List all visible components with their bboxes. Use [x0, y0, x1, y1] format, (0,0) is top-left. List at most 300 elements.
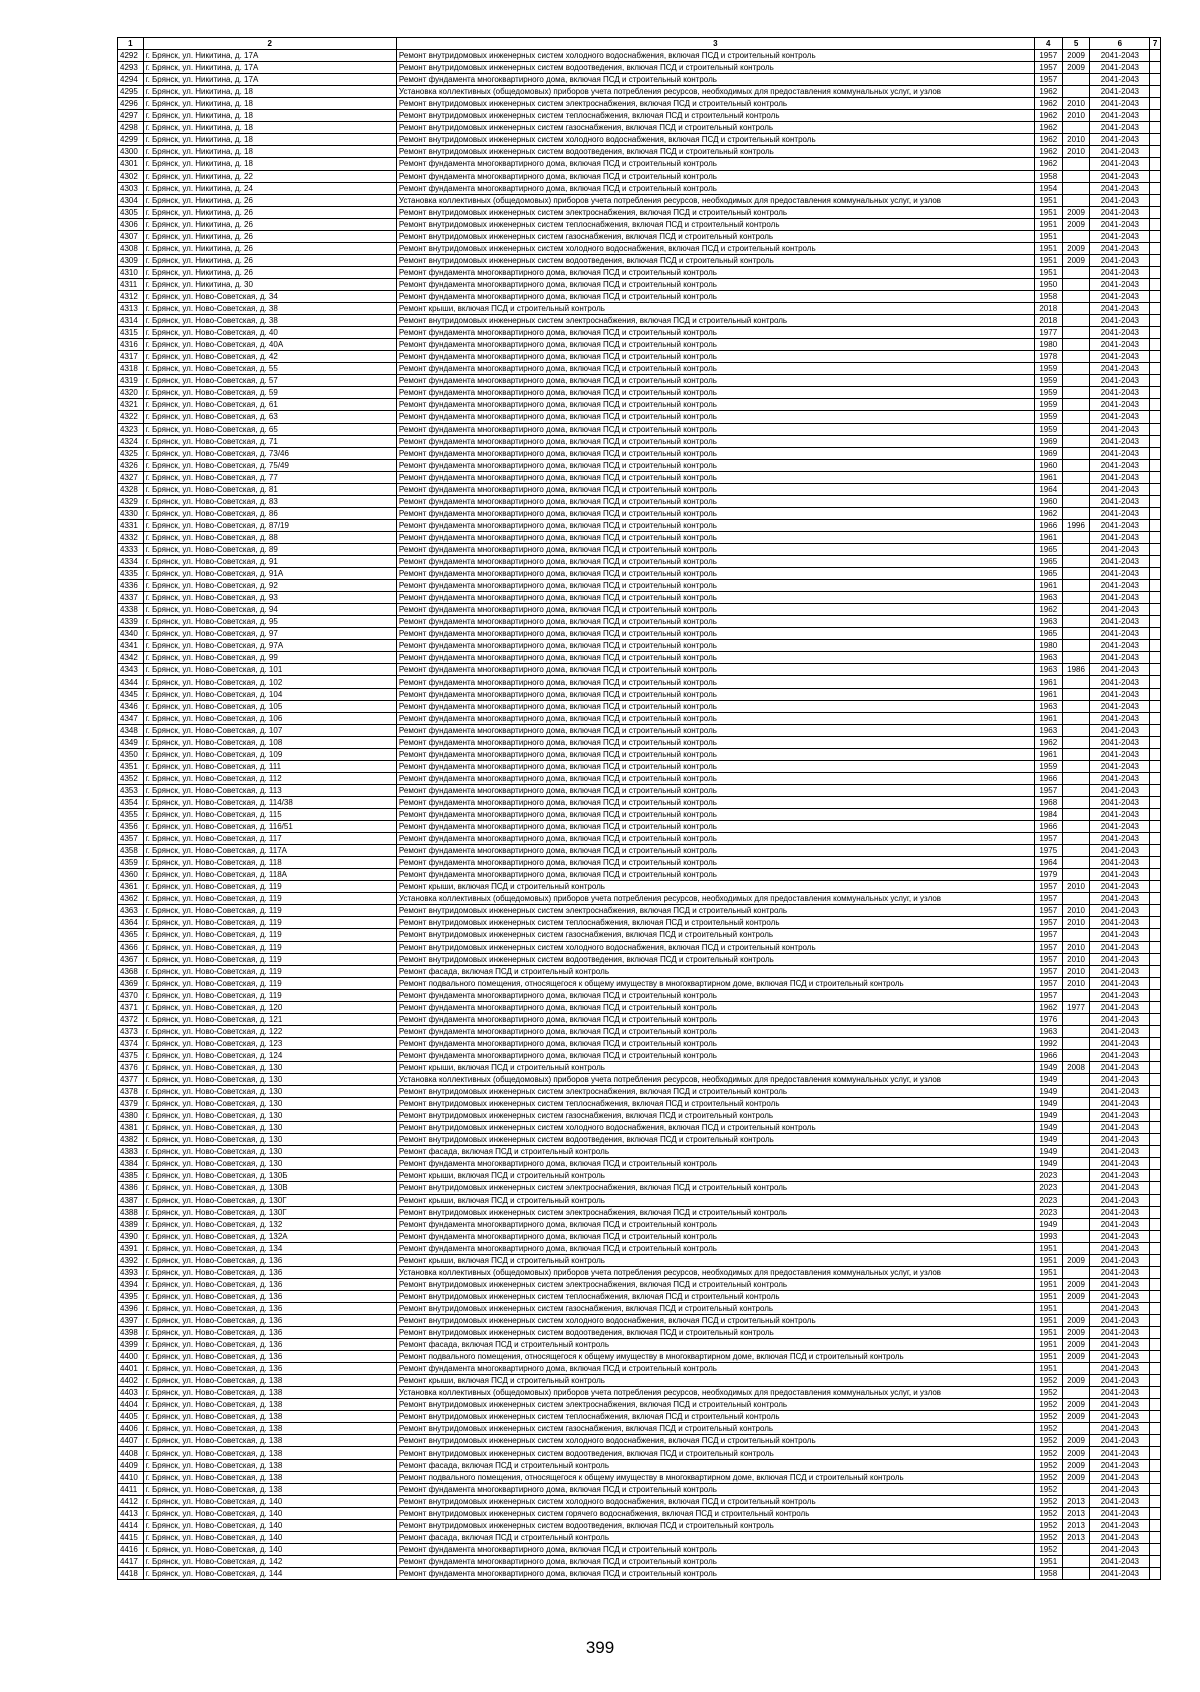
row-number-cell: 4314	[118, 315, 144, 327]
table-row	[118, 640, 1161, 652]
work-type-cell: Ремонт фундамента многоквартирного дома, включая ПСД и строительный контроль	[396, 170, 1034, 182]
planned-period-cell: 2041-2043	[1090, 1230, 1150, 1242]
work-type-cell: Установка коллективных (общедомовых) приборов учета потребления ресурсов, необходимых для предоставления коммунальных услуг, и узлов	[396, 194, 1034, 206]
row-number-cell: 4335	[118, 568, 144, 580]
last-repair-year-cell: 2010	[1062, 134, 1090, 146]
row-number-cell: 4377	[118, 1074, 144, 1086]
row-number-cell: 4321	[118, 399, 144, 411]
table-row	[118, 1435, 1161, 1447]
work-type-cell: Ремонт фундамента многоквартирного дома, включая ПСД и строительный контроль	[396, 543, 1034, 555]
table-row	[118, 989, 1161, 1001]
year-built-cell: 1949	[1034, 1146, 1062, 1158]
row-number-cell: 4373	[118, 1025, 144, 1037]
planned-period-cell: 2041-2043	[1090, 327, 1150, 339]
last-repair-year-cell	[1062, 1170, 1090, 1182]
address-cell: г. Брянск, ул. Ново-Советская, д. 138	[143, 1483, 396, 1495]
column-header-6: 6	[1090, 38, 1150, 50]
last-repair-year-cell	[1062, 1242, 1090, 1254]
extra-cell	[1150, 447, 1161, 459]
planned-period-cell: 2041-2043	[1090, 580, 1150, 592]
extra-cell	[1150, 423, 1161, 435]
page-number: 399	[585, 1638, 615, 1657]
last-repair-year-cell: 2009	[1062, 1435, 1090, 1447]
extra-cell	[1150, 1459, 1161, 1471]
last-repair-year-cell	[1062, 1146, 1090, 1158]
planned-period-cell: 2041-2043	[1090, 122, 1150, 134]
row-number-cell: 4304	[118, 194, 144, 206]
table-row	[118, 821, 1161, 833]
planned-period-cell: 2041-2043	[1090, 905, 1150, 917]
last-repair-year-cell	[1062, 1049, 1090, 1061]
address-cell: г. Брянск, ул. Ново-Советская, д. 130	[143, 1146, 396, 1158]
work-type-cell: Ремонт внутридомовых инженерных систем холодного водоснабжения, включая ПСД и строительный контроль	[396, 1435, 1034, 1447]
planned-period-cell: 2041-2043	[1090, 1122, 1150, 1134]
row-number-cell: 4395	[118, 1290, 144, 1302]
last-repair-year-cell	[1062, 447, 1090, 459]
table-row	[118, 1013, 1161, 1025]
extra-cell	[1150, 495, 1161, 507]
last-repair-year-cell: 2009	[1062, 254, 1090, 266]
row-number-cell: 4370	[118, 989, 144, 1001]
table-row	[118, 700, 1161, 712]
table-row	[118, 1230, 1161, 1242]
work-type-cell: Ремонт внутридомовых инженерных систем холодного водоснабжения, включая ПСД и строительный контроль	[396, 50, 1034, 62]
year-built-cell: 1976	[1034, 1013, 1062, 1025]
work-type-cell: Ремонт фундамента многоквартирного дома, включая ПСД и строительный контроль	[396, 1543, 1034, 1555]
planned-period-cell: 2041-2043	[1090, 1206, 1150, 1218]
table-row	[118, 1531, 1161, 1543]
row-number-cell: 4376	[118, 1061, 144, 1073]
address-cell: г. Брянск, ул. Ново-Советская, д. 138	[143, 1471, 396, 1483]
work-type-cell: Ремонт фундамента многоквартирного дома, включая ПСД и строительный контроль	[396, 387, 1034, 399]
planned-period-cell: 2041-2043	[1090, 387, 1150, 399]
last-repair-year-cell	[1062, 760, 1090, 772]
work-type-cell: Ремонт фундамента многоквартирного дома, включая ПСД и строительный контроль	[396, 760, 1034, 772]
extra-cell	[1150, 399, 1161, 411]
year-built-cell: 1963	[1034, 616, 1062, 628]
row-number-cell: 4392	[118, 1254, 144, 1266]
extra-cell	[1150, 1290, 1161, 1302]
year-built-cell: 1962	[1034, 736, 1062, 748]
year-built-cell: 1957	[1034, 989, 1062, 1001]
address-cell: г. Брянск, ул. Ново-Советская, д. 136	[143, 1302, 396, 1314]
work-type-cell: Ремонт фундамента многоквартирного дома, включая ПСД и строительный контроль	[396, 375, 1034, 387]
last-repair-year-cell	[1062, 1158, 1090, 1170]
last-repair-year-cell	[1062, 784, 1090, 796]
address-cell: г. Брянск, ул. Ново-Советская, д. 130	[143, 1098, 396, 1110]
extra-cell	[1150, 351, 1161, 363]
extra-cell	[1150, 1254, 1161, 1266]
address-cell: г. Брянск, ул. Ново-Советская, д. 77	[143, 471, 396, 483]
address-cell: г. Брянск, ул. Ново-Советская, д. 118	[143, 857, 396, 869]
address-cell: г. Брянск, ул. Ново-Советская, д. 111	[143, 760, 396, 772]
year-built-cell: 1964	[1034, 483, 1062, 495]
work-type-cell: Ремонт внутридомовых инженерных систем водоотведения, включая ПСД и строительный контроль	[396, 146, 1034, 158]
address-cell: г. Брянск, ул. Никитина, д. 18	[143, 134, 396, 146]
extra-cell	[1150, 1339, 1161, 1351]
extra-cell	[1150, 1519, 1161, 1531]
address-cell: г. Брянск, ул. Ново-Советская, д. 97	[143, 628, 396, 640]
table-row	[118, 182, 1161, 194]
table-row	[118, 1411, 1161, 1423]
last-repair-year-cell	[1062, 495, 1090, 507]
extra-cell	[1150, 122, 1161, 134]
work-type-cell: Ремонт фундамента многоквартирного дома, включая ПСД и строительный контроль	[396, 459, 1034, 471]
row-number-cell: 4385	[118, 1170, 144, 1182]
table-row	[118, 495, 1161, 507]
column-header-5: 5	[1062, 38, 1090, 50]
work-type-cell: Ремонт фундамента многоквартирного дома, включая ПСД и строительный контроль	[396, 640, 1034, 652]
last-repair-year-cell	[1062, 435, 1090, 447]
address-cell: г. Брянск, ул. Ново-Советская, д. 130	[143, 1134, 396, 1146]
table-row	[118, 387, 1161, 399]
last-repair-year-cell: 2013	[1062, 1495, 1090, 1507]
table-row	[118, 905, 1161, 917]
row-number-cell: 4380	[118, 1110, 144, 1122]
last-repair-year-cell	[1062, 893, 1090, 905]
row-number-cell: 4411	[118, 1483, 144, 1495]
year-built-cell: 1951	[1034, 194, 1062, 206]
work-type-cell: Ремонт фундамента многоквартирного дома, включая ПСД и строительный контроль	[396, 796, 1034, 808]
planned-period-cell: 2041-2043	[1090, 833, 1150, 845]
table-row	[118, 1543, 1161, 1555]
table-row	[118, 266, 1161, 278]
address-cell: г. Брянск, ул. Ново-Советская, д. 92	[143, 580, 396, 592]
planned-period-cell: 2041-2043	[1090, 965, 1150, 977]
repair-schedule-table	[117, 37, 1161, 1580]
row-number-cell: 4307	[118, 230, 144, 242]
last-repair-year-cell	[1062, 1037, 1090, 1049]
extra-cell	[1150, 1218, 1161, 1230]
work-type-cell: Установка коллективных (общедомовых) приборов учета потребления ресурсов, необходимых для предоставления коммунальных услуг, и узлов	[396, 1266, 1034, 1278]
work-type-cell: Ремонт внутридомовых инженерных систем водоотведения, включая ПСД и строительный контроль	[396, 62, 1034, 74]
work-type-cell: Ремонт фундамента многоквартирного дома, включая ПСД и строительный контроль	[396, 399, 1034, 411]
address-cell: г. Брянск, ул. Никитина, д. 17А	[143, 74, 396, 86]
extra-cell	[1150, 1447, 1161, 1459]
address-cell: г. Брянск, ул. Ново-Советская, д. 57	[143, 375, 396, 387]
work-type-cell: Ремонт фундамента многоквартирного дома, включая ПСД и строительный контроль	[396, 327, 1034, 339]
row-number-cell: 4358	[118, 845, 144, 857]
extra-cell	[1150, 98, 1161, 110]
work-type-cell: Ремонт фундамента многоквартирного дома, включая ПСД и строительный контроль	[396, 1013, 1034, 1025]
year-built-cell: 2023	[1034, 1170, 1062, 1182]
last-repair-year-cell	[1062, 736, 1090, 748]
table-row	[118, 230, 1161, 242]
address-cell: г. Брянск, ул. Ново-Советская, д. 119	[143, 917, 396, 929]
extra-cell	[1150, 206, 1161, 218]
row-number-cell: 4386	[118, 1182, 144, 1194]
extra-cell	[1150, 845, 1161, 857]
last-repair-year-cell: 1986	[1062, 664, 1090, 676]
year-built-cell: 1966	[1034, 519, 1062, 531]
row-number-cell: 4362	[118, 893, 144, 905]
planned-period-cell: 2041-2043	[1090, 290, 1150, 302]
work-type-cell: Ремонт фундамента многоквартирного дома, включая ПСД и строительный контроль	[396, 1218, 1034, 1230]
extra-cell	[1150, 1001, 1161, 1013]
row-number-cell: 4301	[118, 158, 144, 170]
row-number-cell: 4302	[118, 170, 144, 182]
row-number-cell: 4339	[118, 616, 144, 628]
work-type-cell: Ремонт фундамента многоквартирного дома, включая ПСД и строительный контроль	[396, 748, 1034, 760]
row-number-cell: 4342	[118, 652, 144, 664]
year-built-cell: 1959	[1034, 375, 1062, 387]
row-number-cell: 4367	[118, 953, 144, 965]
extra-cell	[1150, 339, 1161, 351]
table-row	[118, 375, 1161, 387]
last-repair-year-cell	[1062, 989, 1090, 1001]
planned-period-cell: 2041-2043	[1090, 1290, 1150, 1302]
work-type-cell: Ремонт фундамента многоквартирного дома, включая ПСД и строительный контроль	[396, 688, 1034, 700]
year-built-cell: 1958	[1034, 170, 1062, 182]
address-cell: г. Брянск, ул. Ново-Советская, д. 130	[143, 1061, 396, 1073]
address-cell: г. Брянск, ул. Ново-Советская, д. 142	[143, 1555, 396, 1567]
year-built-cell: 1961	[1034, 676, 1062, 688]
table-row	[118, 917, 1161, 929]
planned-period-cell: 2041-2043	[1090, 1555, 1150, 1567]
year-built-cell: 1965	[1034, 556, 1062, 568]
year-built-cell: 1962	[1034, 146, 1062, 158]
extra-cell	[1150, 1351, 1161, 1363]
year-built-cell: 1961	[1034, 688, 1062, 700]
planned-period-cell: 2041-2043	[1090, 86, 1150, 98]
planned-period-cell: 2041-2043	[1090, 1278, 1150, 1290]
work-type-cell: Ремонт подвального помещения, относящегося к общему имуществу в многоквартирном доме, включая ПСД и строительный контроль	[396, 977, 1034, 989]
extra-cell	[1150, 363, 1161, 375]
work-type-cell: Ремонт внутридомовых инженерных систем водоотведения, включая ПСД и строительный контроль	[396, 1447, 1034, 1459]
extra-cell	[1150, 592, 1161, 604]
year-built-cell: 1957	[1034, 953, 1062, 965]
extra-cell	[1150, 1146, 1161, 1158]
column-header-3: 3	[396, 38, 1034, 50]
address-cell: г. Брянск, ул. Ново-Советская, д. 138	[143, 1387, 396, 1399]
extra-cell	[1150, 1327, 1161, 1339]
year-built-cell: 1957	[1034, 74, 1062, 86]
extra-cell	[1150, 1302, 1161, 1314]
extra-cell	[1150, 941, 1161, 953]
table-row	[118, 652, 1161, 664]
table-body	[118, 50, 1161, 1580]
extra-cell	[1150, 158, 1161, 170]
row-number-cell: 4398	[118, 1327, 144, 1339]
work-type-cell: Ремонт внутридомовых инженерных систем теплоснабжения, включая ПСД и строительный контроль	[396, 1098, 1034, 1110]
work-type-cell: Ремонт фундамента многоквартирного дома, включая ПСД и строительный контроль	[396, 1363, 1034, 1375]
work-type-cell: Ремонт фасада, включая ПСД и строительный контроль	[396, 1531, 1034, 1543]
last-repair-year-cell	[1062, 1025, 1090, 1037]
planned-period-cell: 2041-2043	[1090, 604, 1150, 616]
last-repair-year-cell	[1062, 230, 1090, 242]
year-built-cell: 1952	[1034, 1459, 1062, 1471]
work-type-cell: Ремонт фундамента многоквартирного дома, включая ПСД и строительный контроль	[396, 833, 1034, 845]
extra-cell	[1150, 471, 1161, 483]
planned-period-cell: 2041-2043	[1090, 1134, 1150, 1146]
address-cell: г. Брянск, ул. Ново-Советская, д. 106	[143, 712, 396, 724]
extra-cell	[1150, 1314, 1161, 1326]
work-type-cell: Ремонт внутридомовых инженерных систем газоснабжения, включая ПСД и строительный контроль	[396, 1110, 1034, 1122]
work-type-cell: Ремонт внутридомовых инженерных систем электроснабжения, включая ПСД и строительный контроль	[396, 1399, 1034, 1411]
planned-period-cell: 2041-2043	[1090, 62, 1150, 74]
table-row	[118, 809, 1161, 821]
planned-period-cell: 2041-2043	[1090, 1086, 1150, 1098]
year-built-cell: 1952	[1034, 1399, 1062, 1411]
last-repair-year-cell	[1062, 471, 1090, 483]
work-type-cell: Ремонт фундамента многоквартирного дома, включая ПСД и строительный контроль	[396, 531, 1034, 543]
extra-cell	[1150, 411, 1161, 423]
table-row	[118, 857, 1161, 869]
year-built-cell: 1951	[1034, 1254, 1062, 1266]
last-repair-year-cell	[1062, 700, 1090, 712]
table-row	[118, 724, 1161, 736]
planned-period-cell: 2041-2043	[1090, 1531, 1150, 1543]
address-cell: г. Брянск, ул. Ново-Советская, д. 138	[143, 1399, 396, 1411]
planned-period-cell: 2041-2043	[1090, 1495, 1150, 1507]
year-built-cell: 1951	[1034, 1327, 1062, 1339]
last-repair-year-cell	[1062, 351, 1090, 363]
last-repair-year-cell: 2010	[1062, 977, 1090, 989]
work-type-cell: Ремонт фундамента многоквартирного дома, включая ПСД и строительный контроль	[396, 351, 1034, 363]
row-number-cell: 4348	[118, 724, 144, 736]
work-type-cell: Ремонт фундамента многоквартирного дома, включая ПСД и строительный контроль	[396, 772, 1034, 784]
last-repair-year-cell: 2010	[1062, 953, 1090, 965]
extra-cell	[1150, 146, 1161, 158]
extra-cell	[1150, 989, 1161, 1001]
row-number-cell: 4407	[118, 1435, 144, 1447]
last-repair-year-cell: 2009	[1062, 242, 1090, 254]
table-row	[118, 1327, 1161, 1339]
extra-cell	[1150, 748, 1161, 760]
last-repair-year-cell	[1062, 1122, 1090, 1134]
work-type-cell: Ремонт внутридомовых инженерных систем газоснабжения, включая ПСД и строительный контроль	[396, 122, 1034, 134]
table-row	[118, 290, 1161, 302]
year-built-cell: 1951	[1034, 1363, 1062, 1375]
work-type-cell: Ремонт фундамента многоквартирного дома, включая ПСД и строительный контроль	[396, 1025, 1034, 1037]
work-type-cell: Ремонт внутридомовых инженерных систем холодного водоснабжения, включая ПСД и строительный контроль	[396, 242, 1034, 254]
last-repair-year-cell	[1062, 170, 1090, 182]
table-row	[118, 531, 1161, 543]
address-cell: г. Брянск, ул. Ново-Советская, д. 65	[143, 423, 396, 435]
work-type-cell: Ремонт внутридомовых инженерных систем водоотведения, включая ПСД и строительный контроль	[396, 953, 1034, 965]
work-type-cell: Ремонт крыши, включая ПСД и строительный контроль	[396, 1375, 1034, 1387]
work-type-cell: Ремонт фундамента многоквартирного дома, включая ПСД и строительный контроль	[396, 507, 1034, 519]
extra-cell	[1150, 303, 1161, 315]
address-cell: г. Брянск, ул. Ново-Советская, д. 138	[143, 1459, 396, 1471]
work-type-cell: Ремонт крыши, включая ПСД и строительный контроль	[396, 1061, 1034, 1073]
table-row	[118, 1086, 1161, 1098]
year-built-cell: 1951	[1034, 1266, 1062, 1278]
planned-period-cell: 2041-2043	[1090, 917, 1150, 929]
work-type-cell: Ремонт внутридомовых инженерных систем водоотведения, включая ПСД и строительный контроль	[396, 1134, 1034, 1146]
work-type-cell: Ремонт фундамента многоквартирного дома, включая ПСД и строительный контроль	[396, 423, 1034, 435]
row-number-cell: 4319	[118, 375, 144, 387]
extra-cell	[1150, 784, 1161, 796]
last-repair-year-cell: 2009	[1062, 1471, 1090, 1483]
year-built-cell: 1959	[1034, 423, 1062, 435]
address-cell: г. Брянск, ул. Ново-Советская, д. 97А	[143, 640, 396, 652]
work-type-cell: Ремонт внутридомовых инженерных систем газоснабжения, включая ПСД и строительный контроль	[396, 1302, 1034, 1314]
year-built-cell: 1951	[1034, 1339, 1062, 1351]
year-built-cell: 1962	[1034, 110, 1062, 122]
last-repair-year-cell	[1062, 411, 1090, 423]
row-number-cell: 4300	[118, 146, 144, 158]
table-row	[118, 664, 1161, 676]
year-built-cell: 1965	[1034, 568, 1062, 580]
row-number-cell: 4355	[118, 809, 144, 821]
table-row	[118, 1074, 1161, 1086]
last-repair-year-cell	[1062, 1074, 1090, 1086]
extra-cell	[1150, 1037, 1161, 1049]
address-cell: г. Брянск, ул. Никитина, д. 18	[143, 122, 396, 134]
year-built-cell: 1951	[1034, 1290, 1062, 1302]
work-type-cell: Ремонт фасада, включая ПСД и строительный контроль	[396, 1146, 1034, 1158]
year-built-cell: 1949	[1034, 1061, 1062, 1073]
table-row	[118, 339, 1161, 351]
table-row	[118, 1339, 1161, 1351]
extra-cell	[1150, 1049, 1161, 1061]
extra-cell	[1150, 1061, 1161, 1073]
table-row	[118, 206, 1161, 218]
address-cell: г. Брянск, ул. Ново-Советская, д. 136	[143, 1266, 396, 1278]
planned-period-cell: 2041-2043	[1090, 1074, 1150, 1086]
year-built-cell: 1949	[1034, 1110, 1062, 1122]
row-number-cell: 4368	[118, 965, 144, 977]
year-built-cell: 1962	[1034, 507, 1062, 519]
last-repair-year-cell	[1062, 592, 1090, 604]
work-type-cell: Ремонт фундамента многоквартирного дома, включая ПСД и строительный контроль	[396, 580, 1034, 592]
last-repair-year-cell	[1062, 122, 1090, 134]
year-built-cell: 1957	[1034, 50, 1062, 62]
row-number-cell: 4402	[118, 1375, 144, 1387]
table-row	[118, 1399, 1161, 1411]
table-row	[118, 748, 1161, 760]
table-row	[118, 1098, 1161, 1110]
last-repair-year-cell	[1062, 1555, 1090, 1567]
extra-cell	[1150, 760, 1161, 772]
year-built-cell: 1951	[1034, 1555, 1062, 1567]
extra-cell	[1150, 531, 1161, 543]
extra-cell	[1150, 1086, 1161, 1098]
extra-cell	[1150, 194, 1161, 206]
planned-period-cell: 2041-2043	[1090, 519, 1150, 531]
last-repair-year-cell: 2010	[1062, 110, 1090, 122]
last-repair-year-cell: 2008	[1062, 1061, 1090, 1073]
year-built-cell: 1957	[1034, 929, 1062, 941]
last-repair-year-cell	[1062, 290, 1090, 302]
planned-period-cell: 2041-2043	[1090, 989, 1150, 1001]
work-type-cell: Ремонт внутридомовых инженерных систем электроснабжения, включая ПСД и строительный контроль	[396, 1182, 1034, 1194]
extra-cell	[1150, 556, 1161, 568]
year-built-cell: 1965	[1034, 628, 1062, 640]
work-type-cell: Ремонт фундамента многоквартирного дома, включая ПСД и строительный контроль	[396, 1242, 1034, 1254]
planned-period-cell: 2041-2043	[1090, 760, 1150, 772]
last-repair-year-cell: 2013	[1062, 1519, 1090, 1531]
year-built-cell: 1964	[1034, 857, 1062, 869]
extra-cell	[1150, 459, 1161, 471]
extra-cell	[1150, 290, 1161, 302]
row-number-cell: 4413	[118, 1507, 144, 1519]
extra-cell	[1150, 1483, 1161, 1495]
row-number-cell: 4352	[118, 772, 144, 784]
address-cell: г. Брянск, ул. Ново-Советская, д. 134	[143, 1242, 396, 1254]
address-cell: г. Брянск, ул. Ново-Советская, д. 99	[143, 652, 396, 664]
last-repair-year-cell	[1062, 1182, 1090, 1194]
last-repair-year-cell	[1062, 1302, 1090, 1314]
table-row	[118, 1194, 1161, 1206]
extra-cell	[1150, 881, 1161, 893]
last-repair-year-cell	[1062, 278, 1090, 290]
last-repair-year-cell	[1062, 796, 1090, 808]
extra-cell	[1150, 736, 1161, 748]
extra-cell	[1150, 1013, 1161, 1025]
extra-cell	[1150, 772, 1161, 784]
